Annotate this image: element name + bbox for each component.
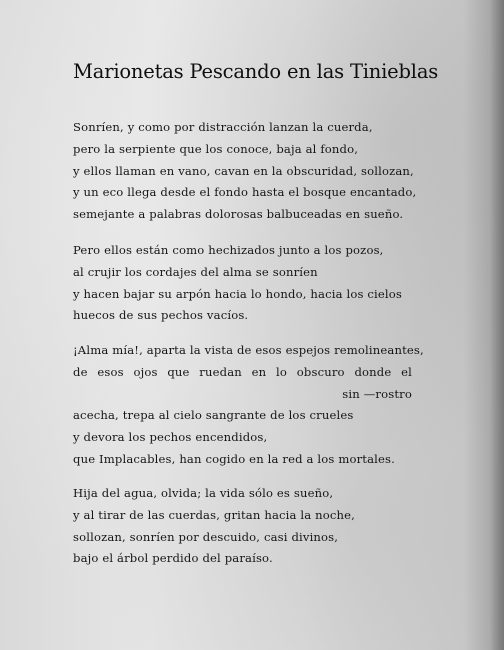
- poem-line: de esos ojos que ruedan en lo obscuro donde el: [73, 364, 412, 379]
- poem-line: que Implacables, han cogido en la red a los mortales.: [73, 451, 395, 466]
- poem-line: al crujir los cordajes del alma se sonríen: [73, 264, 318, 279]
- poem-line: bajo el árbol perdido del paraíso.: [73, 551, 273, 566]
- poem-line: Sonríen, y como por distracción lanzan la cuerda,: [73, 120, 373, 134]
- poem-line: ¡Alma mía!, aparta la vista de esos espejos remolineantes,: [73, 343, 424, 357]
- stanza-3: [73, 340, 424, 471]
- poem-line: semejante a palabras dolorosas balbuceadas en sueño.: [73, 207, 404, 222]
- poem-line: y ellos llaman en vano, cavan en la obscuridad, sollozan,: [73, 163, 414, 178]
- poem-line: pero la serpiente que los conoce, baja al fondo,: [73, 141, 359, 156]
- poem-line: huecos de sus pechos vacíos.: [73, 308, 249, 323]
- page-edge-shadow: [490, 0, 504, 650]
- poem-line: sollozan, sonríen por descuido, casi divinos,: [73, 529, 339, 544]
- stanza-4: [73, 483, 355, 570]
- poem-line: Pero ellos están como hechizados junto a los pozos,: [73, 243, 384, 257]
- stanza-1: [73, 117, 416, 226]
- poem-line-continuation: sin —rostro: [342, 386, 412, 401]
- stanza-2: [73, 240, 402, 327]
- poem-line: y al tirar de las cuerdas, gritan hacia la noche,: [73, 507, 356, 522]
- poem-line: acecha, trepa al cielo sangrante de los crueles: [73, 408, 354, 423]
- poem-line: y hacen bajar su arpón hacia lo hondo, hacia los cielos: [73, 286, 402, 301]
- poem-line: Hija del agua, olvida; la vida sólo es sueño,: [73, 486, 334, 500]
- poem-title: Marionetas Pescando en las Tinieblas: [73, 60, 439, 83]
- poem-line: y un eco llega desde el fondo hasta el bosque encantado,: [73, 185, 417, 200]
- poem-line: y devora los pechos encendidos,: [73, 430, 268, 445]
